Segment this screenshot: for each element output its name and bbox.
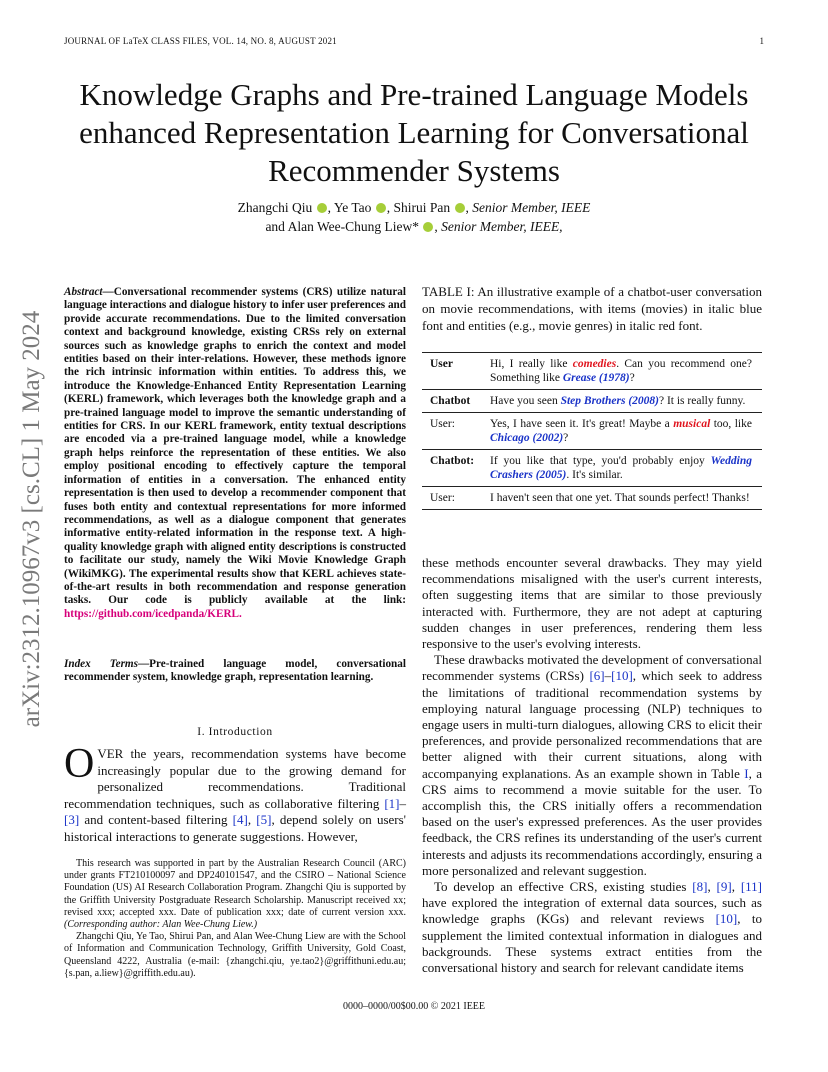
body-paragraph: To develop an effective CRS, existing studies [8], [9], [11] have explored the integration of external data sources, such as knowledge graphs (KGs) and relevant reviews [10], to supplement the limited contextual information in dialogues and backgrounds. These systems extract entities from the conversational history and search for relevant candidate items <box>422 879 763 976</box>
table-ref-link[interactable]: I <box>744 765 749 781</box>
entity-mention: musical <box>673 418 711 430</box>
right-column-body <box>422 555 762 976</box>
funding-note <box>64 858 406 931</box>
citation-link[interactable]: [3] <box>64 812 80 827</box>
citation-link[interactable]: [5] <box>256 812 272 827</box>
body-paragraph: These drawbacks motivated the development of conversational recommender systems (CRSs) [6]–[10], which seek to address the limitations of traditional recommendation systems by employing natural language processing (NLP) techniques to engage users in multi-turn dialogues, allowing CRS to elicit their preferences, and provide personalized recommendations that are better aligned with their current situations, along with accompanying explanations. As an example shown in Table I, a CRS aims to recommend a movie suitable for the user. To accomplish this, the CRS initially offers a recommendation based on the user's expressed preferences. As the user provides feedback, the CRS refines its understanding of the user's current interests and adjusts its recommendations accordingly, ensuring a more personalized and relevant suggestion. <box>422 652 763 878</box>
section-heading: I. Introduction <box>197 726 273 738</box>
utterance: If you like that type, you'd probably enjoy Wedding Crashers (2005). It's similar. <box>490 455 752 481</box>
arxiv-id-text: arXiv:2312.10967v3 [cs.CL] 1 May 2024 <box>18 310 45 728</box>
author-name: Alan Wee-Chung Liew* <box>287 219 419 234</box>
speaker-label: User: <box>430 418 455 430</box>
orcid-icon[interactable] <box>423 222 433 232</box>
orcid-icon[interactable] <box>317 203 327 213</box>
citation-link[interactable]: [6] <box>589 668 605 684</box>
author-role: Senior Member, IEEE, <box>441 219 563 234</box>
paper-title: Knowledge Graphs and Pre-trained Language Models enhanced Representation Learning for Conversational Recommender Systems <box>79 77 749 188</box>
index-terms <box>64 658 406 685</box>
table-caption: TABLE I: An illustrative example of a chatbot-user conversation on movie recommendations, with items (movies) in italic blue font and entities (e.g., movie genres) in italic red font. <box>422 284 762 333</box>
table-row <box>422 412 762 449</box>
table-row <box>422 449 762 486</box>
abstract-text: —Conversational recommender systems (CRS) utilize natural language interactions and dialogue history to infer user preferences and provide accurate recommendations. Due to the limited conversation context and background knowledge, existing CRSs rely on external sources such as knowledge graphs to enrich the context and model entities based on their inter-relations. However, these methods ignore the rich intrinsic information within entities. To address this, we introduce the Knowledge-Enhanced Entity Representation Learning (KERL) framework, which leverages both the knowledge graph and a pre-trained language model to improve the semantic understanding of entities for CRS. In our KERL framework, entity textual descriptions are encoded via a pre-trained language model, while a knowledge graph helps reinforce the representation of these entities. We also employ positional encoding to effectively capture the temporal information of entities in a conversation. The enhanced entity representation is then used to develop a recommender component that fuses both entity and contextual representations for more informed recommendations, as well as a dialogue component that generates informative entity-related information in the response text. A high-quality knowledge graph with aligned entity descriptions is constructed to facilitate our study, namely the Wiki Movie Knowledge Graph (WikiMKG). The experimental results show that KERL achieves state-of-the-art results in both recommendation and response generation tasks. Our code is publicly available at the link: <box>64 286 406 607</box>
table-row <box>422 389 762 412</box>
index-terms-text: —Pre-trained language model, conversational recommender system, knowledge graph, representation learning. <box>64 658 406 684</box>
item-mention: Step Brothers (2008) <box>560 395 659 407</box>
footnote <box>64 858 406 980</box>
abstract <box>64 286 406 621</box>
utterance: Yes, I have seen it. It's great! Maybe a musical too, like Chicago (2002)? <box>490 418 752 444</box>
corresponding-author-note: (Corresponding author: Alan Wee-Chung Liew.) <box>64 919 258 931</box>
drop-cap: O <box>64 741 95 787</box>
citation-link[interactable]: [10] <box>715 911 738 927</box>
abstract-label: Abstract <box>64 286 103 298</box>
affiliation-note: Zhangchi Qiu, Ye Tao, Shirui Pan, and Alan Wee-Chung Liew are with the School of Information and Communication Technology, Griffith University, Gold Coast, Queensland 4222, Australia (e-mail: {zhangchi.qiu, ye.tao2}@griffithuni.edu.au; {s.pan, a.liew}@griffith.edu.au). <box>64 931 406 979</box>
author-name: Shirui Pan <box>393 200 451 215</box>
conversation-table <box>422 352 762 510</box>
utterance: Hi, I really like comedies. Can you recommend one? Something like Grease (1978)? <box>490 358 752 384</box>
author-list: Zhangchi Qiu , Ye Tao , Shirui Pan , Senior Member, IEEE and Alan Wee-Chung Liew* , Senior Member, IEEE, <box>237 200 591 234</box>
code-link[interactable]: https://github.com/icedpanda/KERL. <box>64 607 242 620</box>
speaker-label: Chatbot: <box>430 455 475 467</box>
intro-paragraph <box>64 741 406 845</box>
index-terms-label: Index Terms <box>64 658 138 670</box>
intro-text: , depend solely on users' historical interactions to generate suggestions. However, <box>64 812 406 844</box>
table-row <box>422 486 762 509</box>
page-number: 1 <box>759 36 764 46</box>
citation-link[interactable]: [9] <box>716 879 732 895</box>
author-name: Zhangchi Qiu <box>237 200 313 215</box>
running-header: JOURNAL OF LaTeX CLASS FILES, VOL. 14, NO. 8, AUGUST 2021 <box>64 36 337 46</box>
citation-link[interactable]: [4] <box>232 812 248 827</box>
utterance: Have you seen Step Brothers (2008)? It is really funny. <box>490 395 746 407</box>
author-role: Senior Member, IEEE <box>472 200 591 215</box>
utterance: I haven't seen that one yet. That sounds perfect! Thanks! <box>490 492 750 504</box>
speaker-label: Chatbot <box>430 395 471 407</box>
intro-text: VER the years, recommendation systems have become increasingly popular due to the growing demand for personalized recommendations. Traditional recommendation techniques, such as collaborative filtering <box>64 746 406 811</box>
entity-mention: comedies <box>572 358 617 370</box>
intro-text: , <box>247 812 257 827</box>
table-row <box>422 353 762 389</box>
item-mention: Chicago (2002) <box>490 432 564 444</box>
author-conjunction: and <box>265 219 285 234</box>
citation-link[interactable]: [1] <box>384 795 400 811</box>
citation-link[interactable]: [11] <box>740 879 763 895</box>
author-name: Ye Tao <box>333 200 372 215</box>
speaker-label: User <box>430 358 453 370</box>
item-mention: Grease (1978) <box>562 372 630 384</box>
orcid-icon[interactable] <box>455 203 465 213</box>
arxiv-identifier <box>12 284 52 754</box>
item-mention: Wedding Crashers (2005) <box>490 455 752 481</box>
speaker-label: User: <box>430 492 455 504</box>
intro-text: and content-based filtering <box>79 812 233 827</box>
intro-text: – <box>399 795 406 811</box>
orcid-icon[interactable] <box>376 203 386 213</box>
copyright-footer: 0000–0000/00$00.00 © 2021 IEEE <box>342 1001 486 1012</box>
citation-link[interactable]: [8] <box>692 879 708 895</box>
funding-note-text: This research was supported in part by the Australian Research Council (ARC) under grants FT210100097 and DP240101547, and the CSIRO – National Science Foundation (US) AI Research Collaboration Program. Zhangchi Qiu is supported by the Griffith University Postgraduate Research Scholarship. Manuscript received xx; revised xxx; accepted xxx. Date of publication xxx; date of current version xxx. <box>64 858 406 918</box>
citation-link[interactable]: [10] <box>611 668 633 684</box>
body-paragraph: these methods encounter several drawbacks. They may yield recommendations misaligned with the user's current interests, often suggesting items that are similar to those previously interacted with. Furthermore, they are not adept at capturing sudden changes in user preferences, rendering them less responsive to the user's evolving interests. <box>422 555 762 652</box>
